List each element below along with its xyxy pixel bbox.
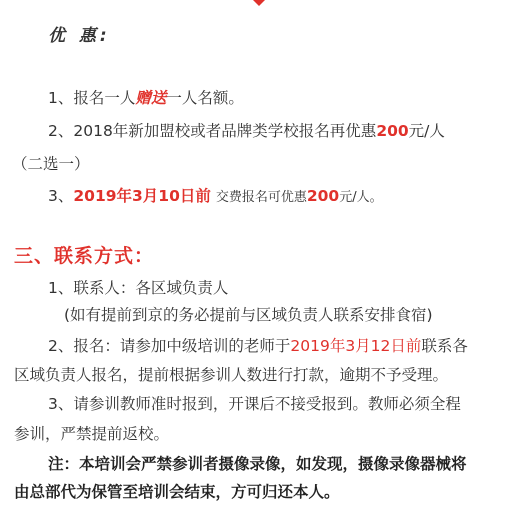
- contact-item-2-prefix: 2、报名：请参加中级培训的老师于: [48, 337, 291, 355]
- discount-heading: 优 惠:: [48, 26, 111, 46]
- contact-item-3-line-1: 3、请参训教师准时报到，开课后不接受报到。教师必须全程: [48, 395, 461, 413]
- discount-item-1-suffix: 一人名额。: [166, 89, 244, 107]
- contact-heading: 三、联系方式：: [14, 245, 155, 267]
- contact-item-2-date: 2019年3月12日前: [290, 337, 422, 355]
- contact-item-2-suffix: 联系各: [421, 337, 468, 355]
- contact-item-1: 1、联系人：各区域负责人: [48, 279, 229, 297]
- notice-line-1: 注：本培训会严禁参训者摄像录像，如发现，摄像录像器械将: [48, 455, 467, 473]
- contact-item-1-note: (如有提前到京的务必提前与区域负责人联系安排食宿): [64, 306, 433, 324]
- discount-item-1-highlight: 赠送: [135, 89, 167, 107]
- discount-item-2-suffix: 元/人: [408, 122, 445, 140]
- contact-item-2-line-2: 区域负责人报名，提前根据参训人数进行打款，逾期不予受理。: [14, 366, 449, 384]
- discount-item-3-prefix: 3、: [48, 187, 74, 205]
- discount-item-1-prefix: 1、报名一人: [48, 89, 136, 107]
- discount-item-3: [48, 186, 383, 208]
- discount-item-1: [48, 88, 244, 108]
- discount-item-3-amount: 200: [306, 187, 340, 205]
- discount-item-3-suffix: 元/人。: [339, 190, 383, 205]
- discount-item-2-prefix: 2、2018年新加盟校或者品牌类学校报名再优惠: [48, 122, 377, 140]
- arrow-marker-icon: [253, 0, 265, 6]
- contact-item-2-line-1: [48, 336, 468, 356]
- discount-item-2: [48, 121, 445, 141]
- discount-item-3-mid: 交费报名可优惠: [215, 190, 307, 205]
- discount-item-2-amount: 200: [376, 122, 409, 140]
- discount-item-2-continuation: （二选一）: [12, 155, 90, 173]
- contact-item-3-line-2: 参训，严禁提前返校。: [14, 425, 170, 443]
- notice-line-2: 由总部代为保管至培训会结束，方可归还本人。: [14, 483, 340, 501]
- discount-item-3-date: 2019年3月10日前: [73, 187, 211, 205]
